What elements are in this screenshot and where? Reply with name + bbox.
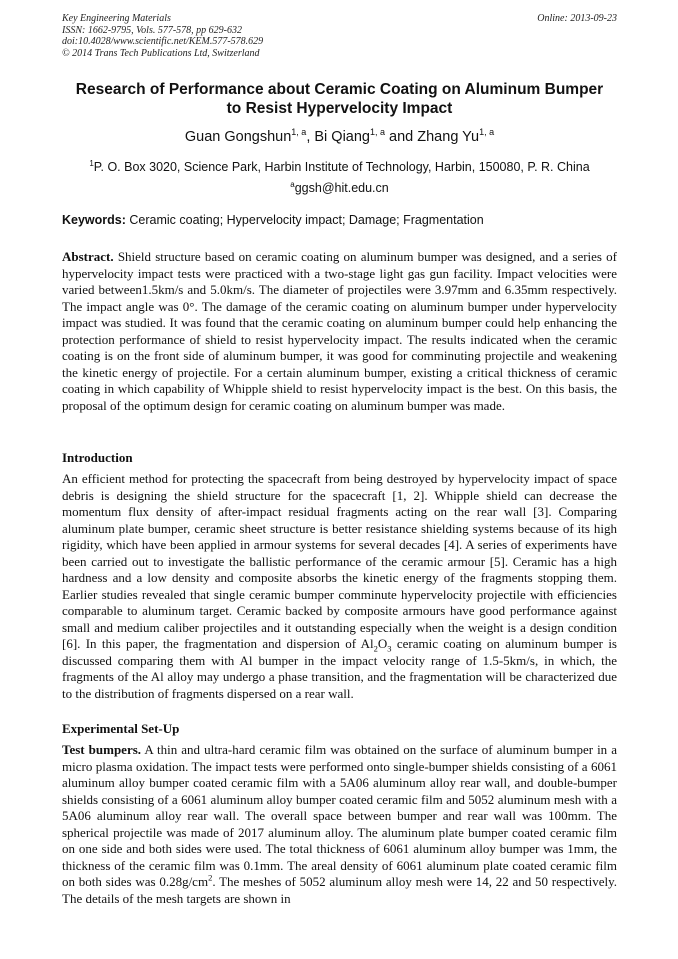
intro-subscript-1: 2 [373,643,378,654]
affiliation-block [62,157,617,199]
intro-text-c: ceramic coating on aluminum bumper is discussed comparing them with Al bumper in the impact velocity range of 1.5-5km/s, in which, the fragments of the Al alloy may undergo a phase transition, and the fragmentation will be characterized due to the distribution of fragments dispersed on a rear wall. [62,636,617,701]
exp-text-b: . The meshes of 5052 aluminum alloy mesh were 14, 22 and 50 respectively. The details of the mesh targets are shown in [62,874,617,906]
abstract-text: Shield structure based on ceramic coating on aluminum bumper was designed, and a series of hypervelocity impact tests were practiced with a two-stage light gas gun facility. Impact velocities were varied between1.5km/s and 5.0km/s. The diameter of projectiles were 3.97mm and 6.35mm respectively. The impact angle was 0°. The damage of the ceramic coating on aluminum bumper under hypervelocity impact was studied. It was found that the ceramic coating on aluminum bumper could help enhancing the protection performance of shield to resist hypervelocity impact. The results indicated when the ceramic coating is on the front side of aluminum bumper, it was good for comminuting projectile and weakening the kinetic energy of projectile. For a certain aluminum bumper, existing a critical thickness of ceramic coating in which capability of Whipple shield to resist hypervelocity impact is the best. On this basis, the proposal of the optimum design for ceramic coating on aluminum bumper was made. [62,249,617,413]
journal-header [62,13,617,59]
issn-line: ISSN: 1662-9795, Vols. 577-578, pp 629-632 [62,24,242,36]
title-line-1: Research of Performance about Ceramic Coating on Aluminum Bumper [75,81,604,98]
author-affiliation-mark: 1, a [291,127,307,138]
abstract-paragraph [62,249,617,414]
author-name: Guan Gongshun [184,129,292,145]
intro-text-a: An efficient method for protecting the spacecraft from being destroyed by hypervelocity impact of space debris is designing the shield structure for the spacecraft [1, 2]. Whipple shield can decrease the momentum flux density of after-impact residual fragments acting on the rear wall [3]. Comparing aluminum plate bumper, ceramic sheet structure is better resistance shielding systems because of its high rigidity, which have been applied in armour systems for several decades [4]. A series of experiments have been carried out to investigate the ballistic performance of the ceramic armour [5]. Ceramic has a high hardness and a low density and composite absorbs the kinetic energy of the fragments stopping them. Earlier studies revealed that single ceramic bumper comminute hypervelocity projectile with efficiencies comparable to aluminum target. Ceramic backed by composite armours have good performance against small and medium caliber projectiles and it outstanding especially when the weight is a design condition [6]. In this paper, the fragmentation and dispersion of Al [62,471,617,651]
introduction-paragraph [62,471,617,702]
keywords-text: Ceramic coating; Hypervelocity impact; Damage; Fragmentation [125,213,484,227]
exp-text-a: A thin and ultra-hard ceramic film was obtained on the surface of aluminum bumper in a micro plasma oxidation. The impact tests were performed onto single-bumper shields consisting of a 6061 aluminum alloy bumper coated ceramic film with a 5A06 aluminum alloy rear wall, and double-bumper shields consisting of a 6061 aluminum alloy bumper coated ceramic film and 5052 aluminum mesh with a 5A06 aluminum alloy rear wall. The overall space between bumper and rear wall was 100mm. The spherical projectile was made of 2017 aluminum alloy. The aluminum plate bumper coated ceramic film on one side and both sides were used. The total thickness of 6061 aluminum alloy bumper was 1mm, the thickness of the ceramic film was 0.1mm. The areal density of 6061 aluminum plate coated ceramic film on both sides was 0.28g/cm [62,742,617,889]
paper-title [62,80,617,118]
abstract-label: Abstract. [62,249,114,264]
author-separator: , [306,129,315,145]
experimental-paragraph [62,742,617,907]
introduction-heading: Introduction [62,450,133,465]
author-separator: and [385,129,418,145]
test-bumpers-label: Test bumpers. [62,742,142,757]
author-list [62,129,617,145]
author-affiliation-mark: 1, a [479,127,495,138]
journal-name: Key Engineering Materials [62,13,171,24]
author-affiliation-mark: 1, a [370,127,386,138]
intro-subscript-2: 3 [387,643,392,654]
keywords-line [62,213,617,227]
email-text: ggsh@hit.edu.cn [294,181,389,195]
experimental-heading: Experimental Set-Up [62,721,180,736]
author-email [62,178,617,199]
affiliation-mark: 1 [89,158,94,168]
title-line-2: to Resist Hypervelocity Impact [226,100,453,117]
intro-text-b: O [377,636,388,651]
author-name: Zhang Yu [417,129,480,145]
affiliation-text: P. O. Box 3020, Science Park, Harbin Institute of Technology, Harbin, 150080, P. R. China [93,160,590,174]
copyright-line: © 2014 Trans Tech Publications Ltd, Switzerland [62,47,260,59]
exp-superscript: 2 [208,872,213,883]
affiliation-address [62,157,617,178]
email-mark: a [290,179,295,189]
keywords-label: Keywords: [62,213,126,227]
author-name: Bi Qiang [314,129,370,145]
online-date: Online: 2013-09-23 [537,13,617,24]
doi-line: doi:10.4028/www.scientific.net/KEM.577-578.629 [62,36,264,47]
